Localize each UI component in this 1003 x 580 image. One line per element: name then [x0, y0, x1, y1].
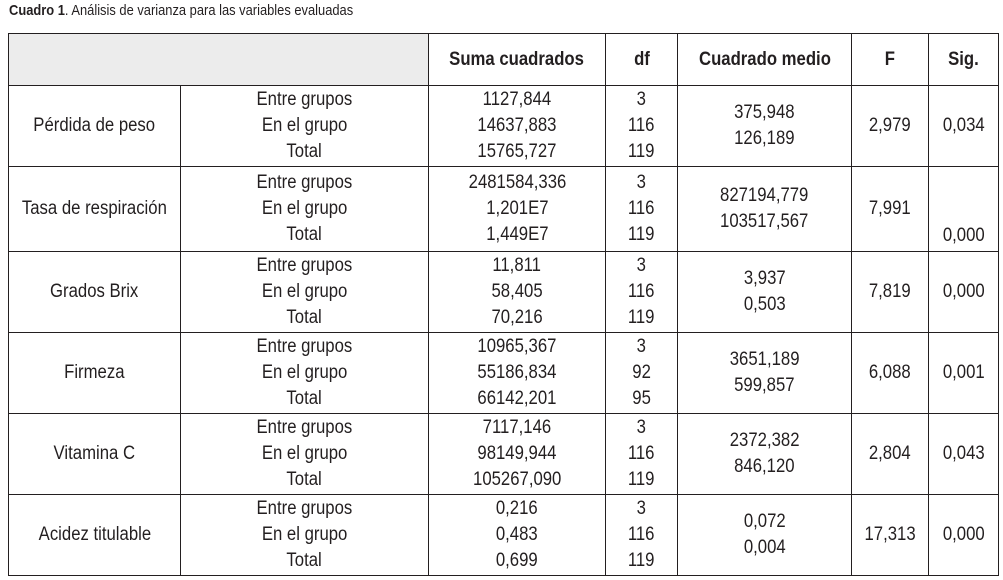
- sum-squares-value: 0,699: [496, 550, 538, 571]
- f-cell: [852, 252, 929, 333]
- sum-squares-value: 58,405: [491, 281, 543, 302]
- caption-label: Cuadro 1: [9, 2, 65, 19]
- variable-name: [9, 333, 181, 414]
- source-cell: [181, 414, 429, 495]
- source-cell: [181, 495, 429, 576]
- table-row: [9, 167, 999, 252]
- source-label: Entre grupos: [256, 417, 353, 438]
- f-cell: [852, 167, 929, 252]
- source-label: En el grupo: [261, 115, 348, 136]
- sig-cell: [929, 252, 999, 333]
- f-cell: [852, 495, 929, 576]
- sum-squares-cell: [429, 495, 606, 576]
- source-label: Total: [286, 141, 323, 162]
- df-value: 119: [628, 307, 655, 328]
- variable-label: Grados Brix: [50, 281, 139, 302]
- sig-value: 0,000: [942, 225, 985, 246]
- anova-table: [8, 33, 999, 576]
- df-value: 116: [628, 281, 655, 302]
- sum-squares-value: 11,811: [492, 255, 542, 276]
- source-label: Entre grupos: [256, 336, 353, 357]
- df-cell: [606, 252, 678, 333]
- mean-square-cell: [678, 167, 852, 252]
- sum-squares-cell: [429, 252, 606, 333]
- df-value: 119: [628, 469, 655, 490]
- df-value: 116: [628, 443, 655, 464]
- source-label: Total: [286, 307, 323, 328]
- source-label: Entre grupos: [256, 172, 353, 193]
- mean-square-value: 375,948: [734, 102, 795, 123]
- source-cell: [181, 167, 429, 252]
- sum-squares-value: 66142,201: [477, 388, 557, 409]
- sum-squares-value: 98149,944: [477, 443, 557, 464]
- mean-square-cell: [678, 252, 852, 333]
- variable-label: Firmeza: [64, 362, 125, 383]
- df-cell: [606, 495, 678, 576]
- header-df: df: [606, 34, 678, 86]
- f-cell: [852, 333, 929, 414]
- source-label: Total: [286, 388, 323, 409]
- df-value: 119: [628, 224, 655, 245]
- mean-square-value: 827194,779: [720, 185, 809, 206]
- df-cell: [606, 86, 678, 167]
- sum-squares-value: 1127,844: [482, 89, 552, 110]
- source-label: En el grupo: [261, 362, 348, 383]
- sum-squares-value: 55186,834: [477, 362, 557, 383]
- variable-label: Acidez titulable: [38, 524, 151, 545]
- mean-square-value: 0,503: [743, 294, 786, 315]
- variable-name: [9, 167, 181, 252]
- source-label: En el grupo: [261, 198, 348, 219]
- sig-cell: [929, 414, 999, 495]
- header-sum-squares: Suma cuadrados: [429, 34, 606, 86]
- sig-cell: [929, 333, 999, 414]
- variable-name: [9, 414, 181, 495]
- df-value: 116: [628, 524, 655, 545]
- sum-squares-value: 1,201E7: [485, 198, 549, 219]
- sig-value: 0,043: [942, 443, 985, 464]
- mean-square-cell: [678, 333, 852, 414]
- mean-square-value: 846,120: [734, 456, 795, 477]
- sum-squares-value: 0,483: [496, 524, 538, 545]
- table-row: [9, 495, 999, 576]
- source-label: Entre grupos: [256, 255, 353, 276]
- sum-squares-cell: [429, 167, 606, 252]
- source-label: En el grupo: [261, 443, 348, 464]
- sum-squares-cell: [429, 333, 606, 414]
- df-cell: [606, 167, 678, 252]
- sig-value: 0,001: [942, 362, 985, 383]
- sum-squares-value: 105267,090: [472, 469, 562, 490]
- table-caption: [9, 1, 353, 21]
- variable-label: Tasa de respiración: [21, 198, 167, 219]
- df-value: 119: [628, 141, 655, 162]
- source-label: Total: [286, 469, 323, 490]
- variable-name: [9, 495, 181, 576]
- sum-squares-cell: [429, 414, 606, 495]
- source-label: En el grupo: [261, 281, 348, 302]
- source-label: Total: [286, 224, 323, 245]
- mean-square-cell: [678, 495, 852, 576]
- source-label: Entre grupos: [256, 89, 353, 110]
- f-value: 2,804: [869, 443, 911, 464]
- mean-square-value: 103517,567: [720, 211, 809, 232]
- mean-square-value: 599,857: [734, 375, 795, 396]
- df-value: 95: [632, 388, 651, 409]
- header-sig: Sig.: [929, 34, 999, 86]
- table-row: [9, 333, 999, 414]
- sum-squares-value: 0,216: [496, 498, 538, 519]
- source-label: En el grupo: [261, 524, 348, 545]
- variable-name: [9, 86, 181, 167]
- table-row: [9, 86, 999, 167]
- table-row: [9, 252, 999, 333]
- f-value: 2,979: [869, 115, 911, 136]
- sig-value: 0,034: [942, 115, 985, 136]
- source-cell: [181, 86, 429, 167]
- df-value: 116: [628, 115, 655, 136]
- source-label: Total: [286, 550, 323, 571]
- header-row: [9, 34, 999, 86]
- df-value: 116: [628, 198, 655, 219]
- sum-squares-value: 10965,367: [477, 336, 557, 357]
- df-cell: [606, 414, 678, 495]
- mean-square-value: 126,189: [734, 128, 795, 149]
- df-value: 3: [636, 89, 647, 110]
- df-value: 3: [636, 255, 647, 276]
- sig-value: 0,000: [942, 281, 985, 302]
- header-f: F: [852, 34, 929, 86]
- f-cell: [852, 414, 929, 495]
- f-value: 7,819: [869, 281, 911, 302]
- df-value: 3: [636, 336, 647, 357]
- f-cell: [852, 86, 929, 167]
- variable-label: Vitamina C: [53, 443, 136, 464]
- sum-squares-value: 70,216: [491, 307, 543, 328]
- sum-squares-cell: [429, 86, 606, 167]
- sig-cell: [929, 86, 999, 167]
- caption-text: . Análisis de varianza para las variables evaluadas: [64, 2, 354, 19]
- variable-label: Pérdida de peso: [33, 115, 156, 136]
- header-blank: [9, 34, 429, 86]
- f-value: 6,088: [869, 362, 911, 383]
- mean-square-value: 0,004: [743, 537, 786, 558]
- df-cell: [606, 333, 678, 414]
- df-value: 3: [636, 172, 647, 193]
- sum-squares-value: 2481584,336: [468, 172, 566, 193]
- mean-square-cell: [678, 414, 852, 495]
- sum-squares-value: 1,449E7: [485, 224, 549, 245]
- sum-squares-value: 7117,146: [482, 417, 552, 438]
- table-row: [9, 414, 999, 495]
- sum-squares-value: 14637,883: [477, 115, 557, 136]
- mean-square-cell: [678, 86, 852, 167]
- mean-square-value: 2372,382: [729, 430, 800, 451]
- sig-cell: [929, 495, 999, 576]
- sum-squares-value: 15765,727: [477, 141, 557, 162]
- sig-cell: [929, 167, 999, 252]
- mean-square-value: 3,937: [743, 268, 786, 289]
- source-cell: [181, 252, 429, 333]
- f-value: 17,313: [864, 524, 916, 545]
- f-value: 7,991: [869, 198, 911, 219]
- df-value: 92: [632, 362, 651, 383]
- df-value: 3: [636, 417, 647, 438]
- variable-name: [9, 252, 181, 333]
- source-label: Entre grupos: [256, 498, 353, 519]
- df-value: 119: [628, 550, 655, 571]
- source-cell: [181, 333, 429, 414]
- sig-value: 0,000: [942, 524, 985, 545]
- header-mean-square: Cuadrado medio: [678, 34, 852, 86]
- mean-square-value: 0,072: [743, 511, 786, 532]
- df-value: 3: [636, 498, 647, 519]
- mean-square-value: 3651,189: [729, 349, 800, 370]
